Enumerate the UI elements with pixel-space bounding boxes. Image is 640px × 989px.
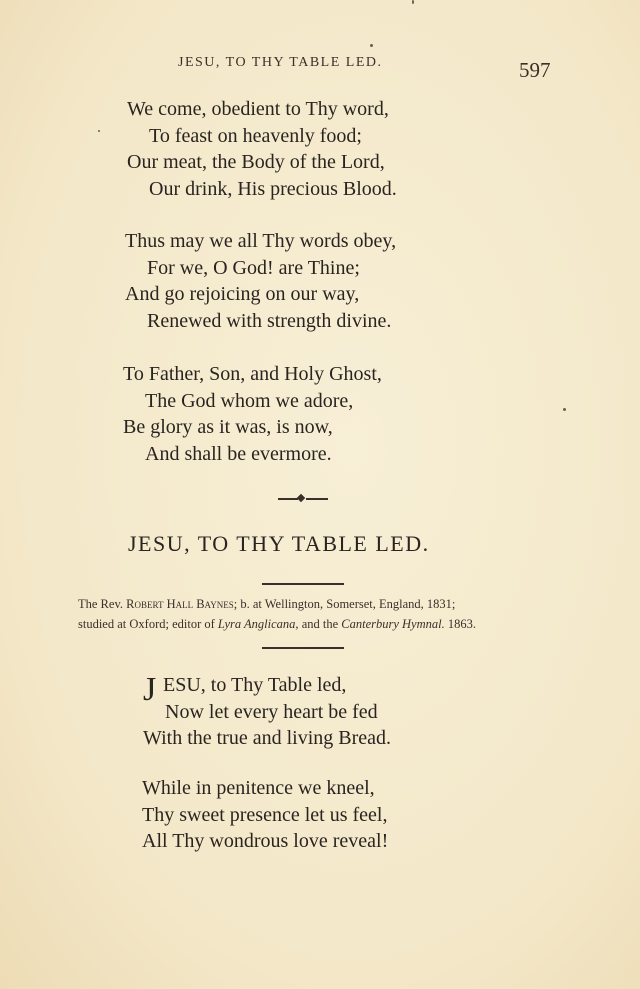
- work-title: Canterbury Hymnal.: [341, 617, 445, 631]
- drop-cap: J: [143, 671, 157, 708]
- verse-line: Our drink, His precious Blood.: [149, 177, 397, 200]
- verse-line: With the true and living Bread.: [143, 727, 392, 749]
- attribution-year: 1863.: [444, 617, 476, 631]
- attribution-prefix: The Rev.: [78, 597, 127, 611]
- hymn-title: JESU, TO THY TABLE LED.: [128, 531, 430, 556]
- attribution-text: studied at Oxford; editor of: [78, 617, 218, 631]
- section-divider-ornament: [278, 496, 328, 502]
- hymn-stanza-1: [143, 672, 391, 752]
- paper-speck: [370, 44, 373, 47]
- verse-line: And go rejoicing on our way,: [125, 283, 360, 305]
- page-number: 597: [519, 58, 551, 82]
- verse-line: To Father, Son, and Holy Ghost,: [123, 363, 382, 385]
- verse-line: Renewed with strength divine.: [147, 309, 392, 332]
- paper-speck: [563, 408, 566, 411]
- attribution-line-1: [78, 594, 476, 614]
- attribution-rule: [262, 647, 344, 649]
- stanza-3: [123, 361, 382, 467]
- attribution-line-2: [78, 614, 476, 634]
- paper-speck: [412, 0, 414, 4]
- paper-speck: [98, 130, 100, 132]
- verse-line: We come, obedient to Thy word,: [127, 98, 389, 120]
- verse-line-first: [143, 671, 391, 708]
- verse-line: To feast on heavenly food;: [149, 124, 362, 147]
- title-rule: [262, 583, 344, 585]
- stanza-1: [127, 96, 397, 202]
- verse-line: And shall be evermore.: [145, 442, 332, 465]
- first-line-text: ESU, to Thy Table led,: [163, 674, 347, 696]
- verse-line: Be glory as it was, is now,: [123, 416, 333, 438]
- divider-diamond: [297, 494, 305, 502]
- verse-line: The God whom we adore,: [145, 389, 354, 412]
- verse-line: Our meat, the Body of the Lord,: [127, 151, 385, 173]
- verse-line: For we, O God! are Thine;: [147, 256, 360, 279]
- attribution-text: and the: [298, 617, 342, 631]
- verse-line: While in penitence we kneel,: [142, 777, 375, 799]
- running-head: JESU, TO THY TABLE LED.: [178, 55, 383, 70]
- verse-line: Now let every heart be fed: [165, 700, 378, 723]
- verse-line: Thus may we all Thy words obey,: [125, 230, 397, 252]
- verse-line: All Thy wondrous love reveal!: [142, 830, 389, 852]
- author-attribution: [78, 594, 476, 634]
- divider-bar: [278, 498, 298, 500]
- verse-line: Thy sweet presence let us feel,: [142, 803, 388, 826]
- stanza-2: [125, 228, 396, 334]
- hymn-stanza-2: [142, 775, 388, 855]
- divider-bar: [306, 498, 328, 500]
- author-name: Robert Hall Baynes: [126, 597, 234, 611]
- work-title: Lyra Anglicana,: [217, 617, 299, 631]
- attribution-details: ; b. at Wellington, Somerset, England, 1831;: [233, 597, 456, 611]
